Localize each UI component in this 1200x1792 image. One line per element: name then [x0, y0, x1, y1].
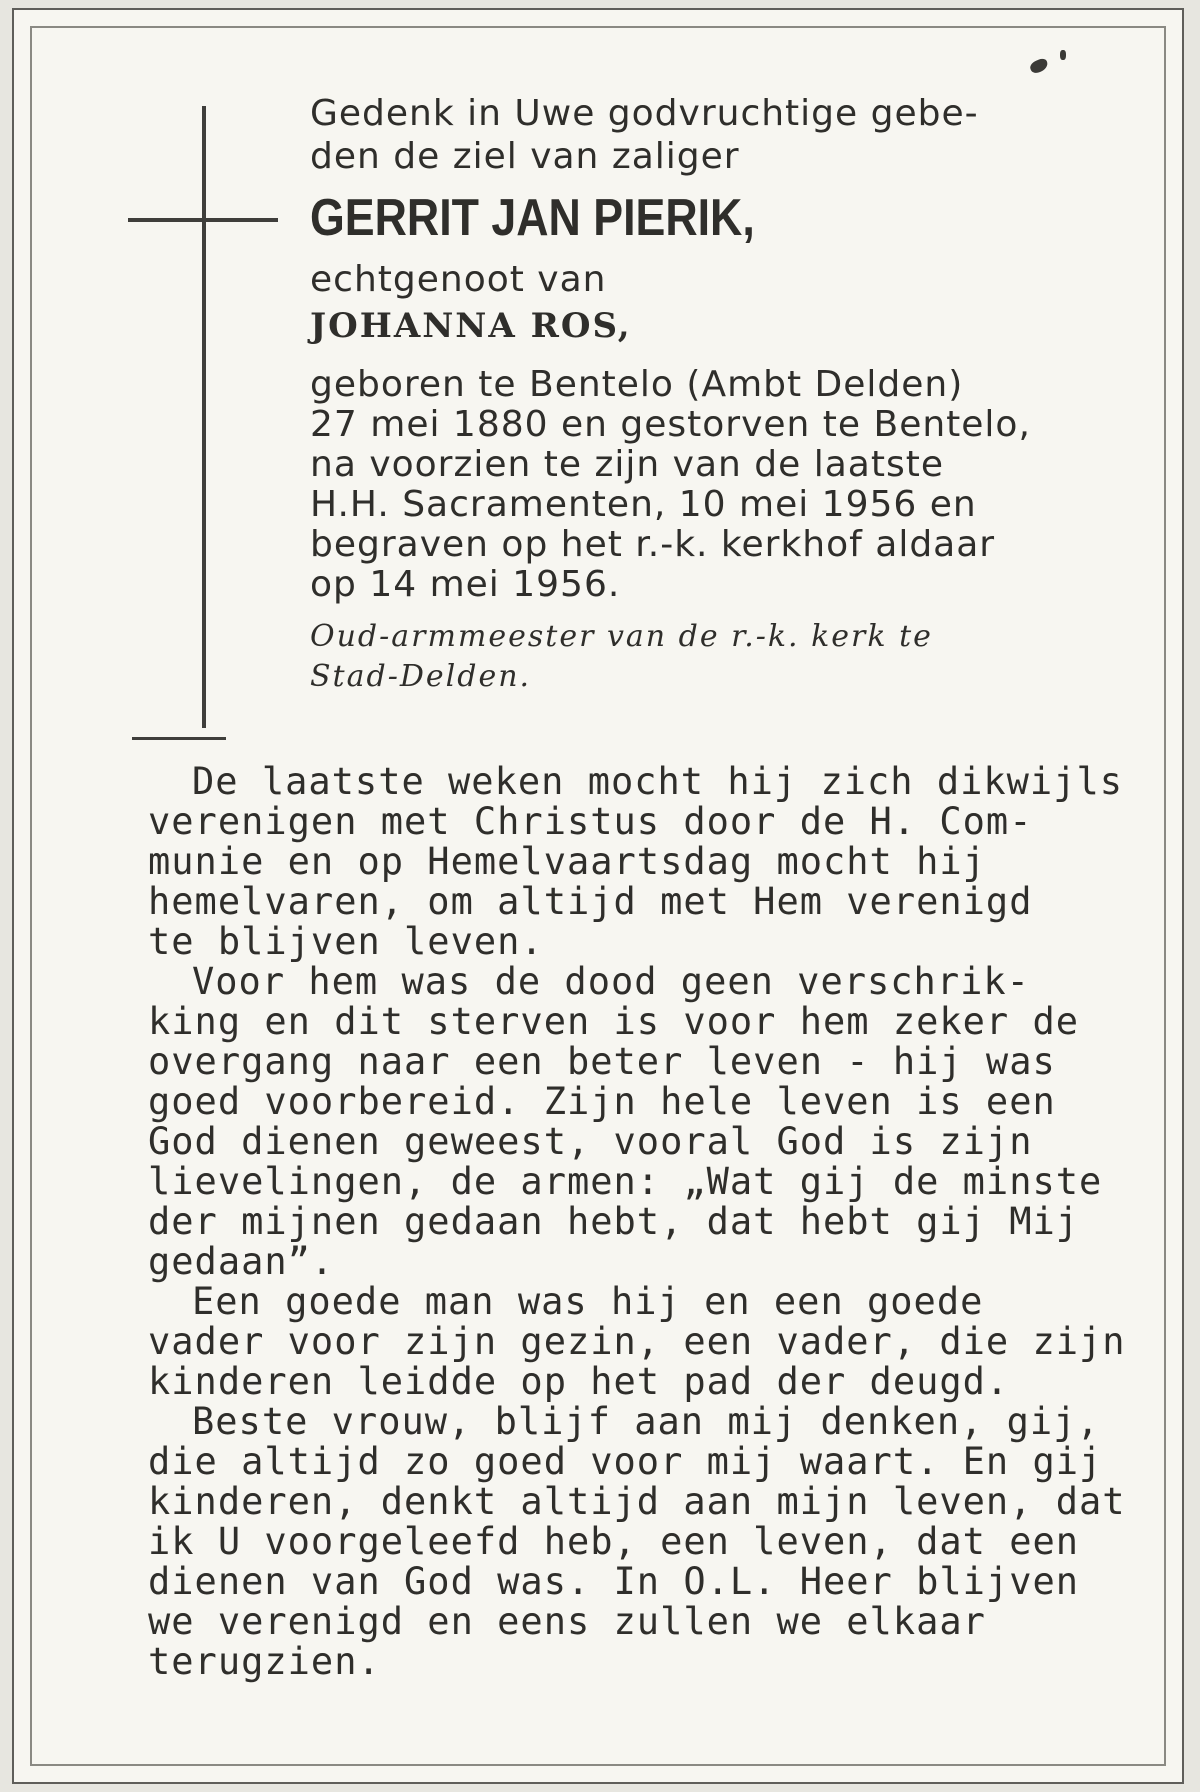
cross-icon-horizontal-beam — [128, 218, 278, 222]
ink-stain-mark-small — [1060, 50, 1066, 60]
function-line: Stad-Delden. — [310, 659, 532, 694]
intro-line: den de ziel van zaliger — [310, 136, 740, 177]
paragraph-line: dienen van God was. In O.L. Heer blijven — [148, 1560, 1080, 1603]
paragraph-line: king en dit sterven is voor hem zeker de — [148, 1000, 1080, 1043]
function-note — [310, 617, 1070, 697]
intro-text — [310, 92, 1070, 178]
paragraph-line: te blijven leven. — [148, 920, 544, 963]
details-line: na voorzien te zijn van de laatste — [310, 444, 944, 485]
header-block — [310, 92, 1070, 697]
details-line: H.H. Sacramenten, 10 mei 1956 en — [310, 484, 977, 525]
paragraph-line: overgang naar een beter leven - hij was — [148, 1040, 1056, 1083]
paragraph-line: hemelvaren, om altijd met Hem verenigd — [148, 880, 1033, 923]
function-line: Oud-armmeester van de r.-k. kerk te — [310, 619, 933, 654]
paragraph-line: Voor hem was de dood geen verschrik- — [192, 960, 1030, 1003]
details-line: op 14 mei 1956. — [310, 564, 621, 605]
paragraph-4 — [148, 1400, 1126, 1683]
spouse-label: echtgenoot van — [310, 259, 607, 300]
body-text — [148, 760, 1126, 1683]
paragraph-line: Beste vrouw, blijf aan mij denken, gij, — [192, 1400, 1100, 1443]
paragraph-line: die altijd zo goed voor mij waart. En gij — [148, 1440, 1103, 1483]
paragraph-line: munie en op Hemelvaartsdag mocht hij — [148, 840, 986, 883]
deceased-name: GERRIT JAN PIERIK, — [310, 189, 755, 247]
life-details — [310, 365, 1070, 605]
details-line: 27 mei 1880 en gestorven te Bentelo, — [310, 404, 1031, 445]
paragraph-line: De laatste weken mocht hij zich dikwijls — [192, 760, 1124, 803]
intro-line: Gedenk in Uwe godvruchtige gebe- — [310, 93, 979, 134]
paragraph-line: gedaan”. — [148, 1240, 335, 1283]
paragraph-2 — [148, 960, 1103, 1283]
spouse-name: JOHANNA ROS, — [310, 306, 632, 346]
paragraph-line: we verenigd en eens zullen we elkaar — [148, 1600, 986, 1643]
section-divider — [132, 737, 226, 740]
paragraph-line: Een goede man was hij en een goede — [192, 1280, 984, 1323]
paragraph-3 — [148, 1280, 1126, 1403]
details-line: begraven op het r.-k. kerkhof aldaar — [310, 524, 996, 565]
paragraph-line: kinderen leidde op het pad der deugd. — [148, 1360, 1010, 1403]
paragraph-line: God dienen geweest, vooral God is zijn — [148, 1120, 1033, 1163]
paragraph-line: terugzien. — [148, 1640, 381, 1683]
paragraph-line: ik U voorgeleefd heb, een leven, dat een — [148, 1520, 1080, 1563]
paragraph-line: der mijnen gedaan hebt, dat hebt gij Mij — [148, 1200, 1080, 1243]
cross-icon-vertical-beam — [202, 106, 206, 728]
details-line: geboren te Bentelo (Ambt Delden) — [310, 364, 964, 405]
paragraph-line: verenigen met Christus door de H. Com- — [148, 800, 1033, 843]
paragraph-line: goed voorbereid. Zijn hele leven is een — [148, 1080, 1056, 1123]
paragraph-line: kinderen, denkt altijd aan mijn leven, dat — [148, 1480, 1126, 1523]
paragraph-1 — [148, 760, 1124, 963]
paragraph-line: lievelingen, de armen: „Wat gij de minste — [148, 1160, 1103, 1203]
paragraph-line: vader voor zijn gezin, een vader, die zijn — [148, 1320, 1126, 1363]
